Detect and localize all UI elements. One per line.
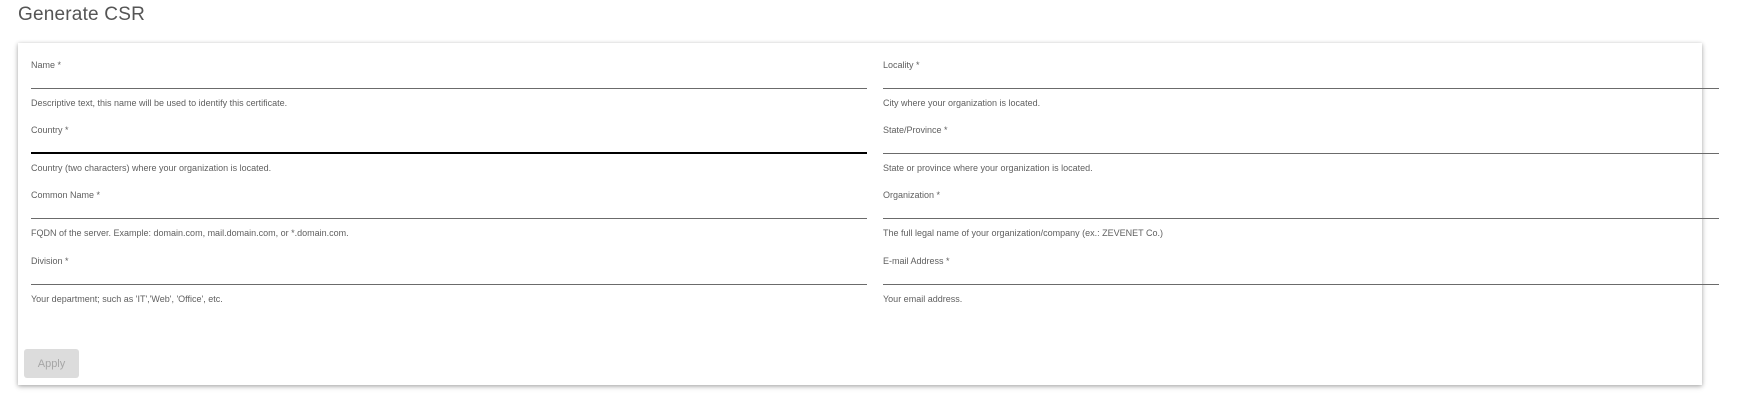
country-hint: Country (two characters) where your organization is located. (31, 163, 272, 173)
organization-input[interactable] (883, 202, 1719, 219)
locality-field-group (883, 60, 1719, 132)
organization-field-group (883, 190, 1719, 262)
locality-hint: City where your organization is located. (883, 98, 1041, 108)
common-name-label: Common Name * (31, 190, 101, 200)
organization-hint: The full legal name of your organization/company (ex.: ZEVENET Co.) (883, 228, 1163, 238)
apply-button[interactable]: Apply (24, 349, 79, 378)
name-input[interactable] (31, 72, 867, 89)
country-field-group (31, 125, 867, 197)
email-label: E-mail Address * (883, 256, 950, 266)
state-province-field-group (883, 125, 1719, 197)
locality-label: Locality * (883, 60, 920, 70)
email-hint: Your email address. (883, 294, 963, 304)
organization-label: Organization * (883, 190, 941, 200)
common-name-hint: FQDN of the server. Example: domain.com, mail.domain.com, or *.domain.com. (31, 228, 349, 238)
country-label: Country * (31, 125, 69, 135)
email-input[interactable] (883, 268, 1719, 285)
common-name-input[interactable] (31, 202, 867, 219)
division-hint: Your department; such as 'IT','Web', 'Office', etc. (31, 294, 223, 304)
division-label: Division * (31, 256, 69, 266)
state-province-hint: State or province where your organization is located. (883, 163, 1093, 173)
page-title: Generate CSR (18, 4, 146, 25)
name-label: Name * (31, 60, 62, 70)
state-province-label: State/Province * (883, 125, 948, 135)
division-input[interactable] (31, 268, 867, 285)
csr-form-card (18, 43, 1702, 385)
state-province-input[interactable] (883, 137, 1719, 154)
locality-input[interactable] (883, 72, 1719, 89)
common-name-field-group (31, 190, 867, 262)
name-field-group (31, 60, 867, 132)
country-input[interactable] (31, 137, 867, 154)
division-field-group (31, 256, 867, 328)
email-field-group (883, 256, 1719, 328)
name-hint: Descriptive text, this name will be used to identify this certificate. (31, 98, 288, 108)
